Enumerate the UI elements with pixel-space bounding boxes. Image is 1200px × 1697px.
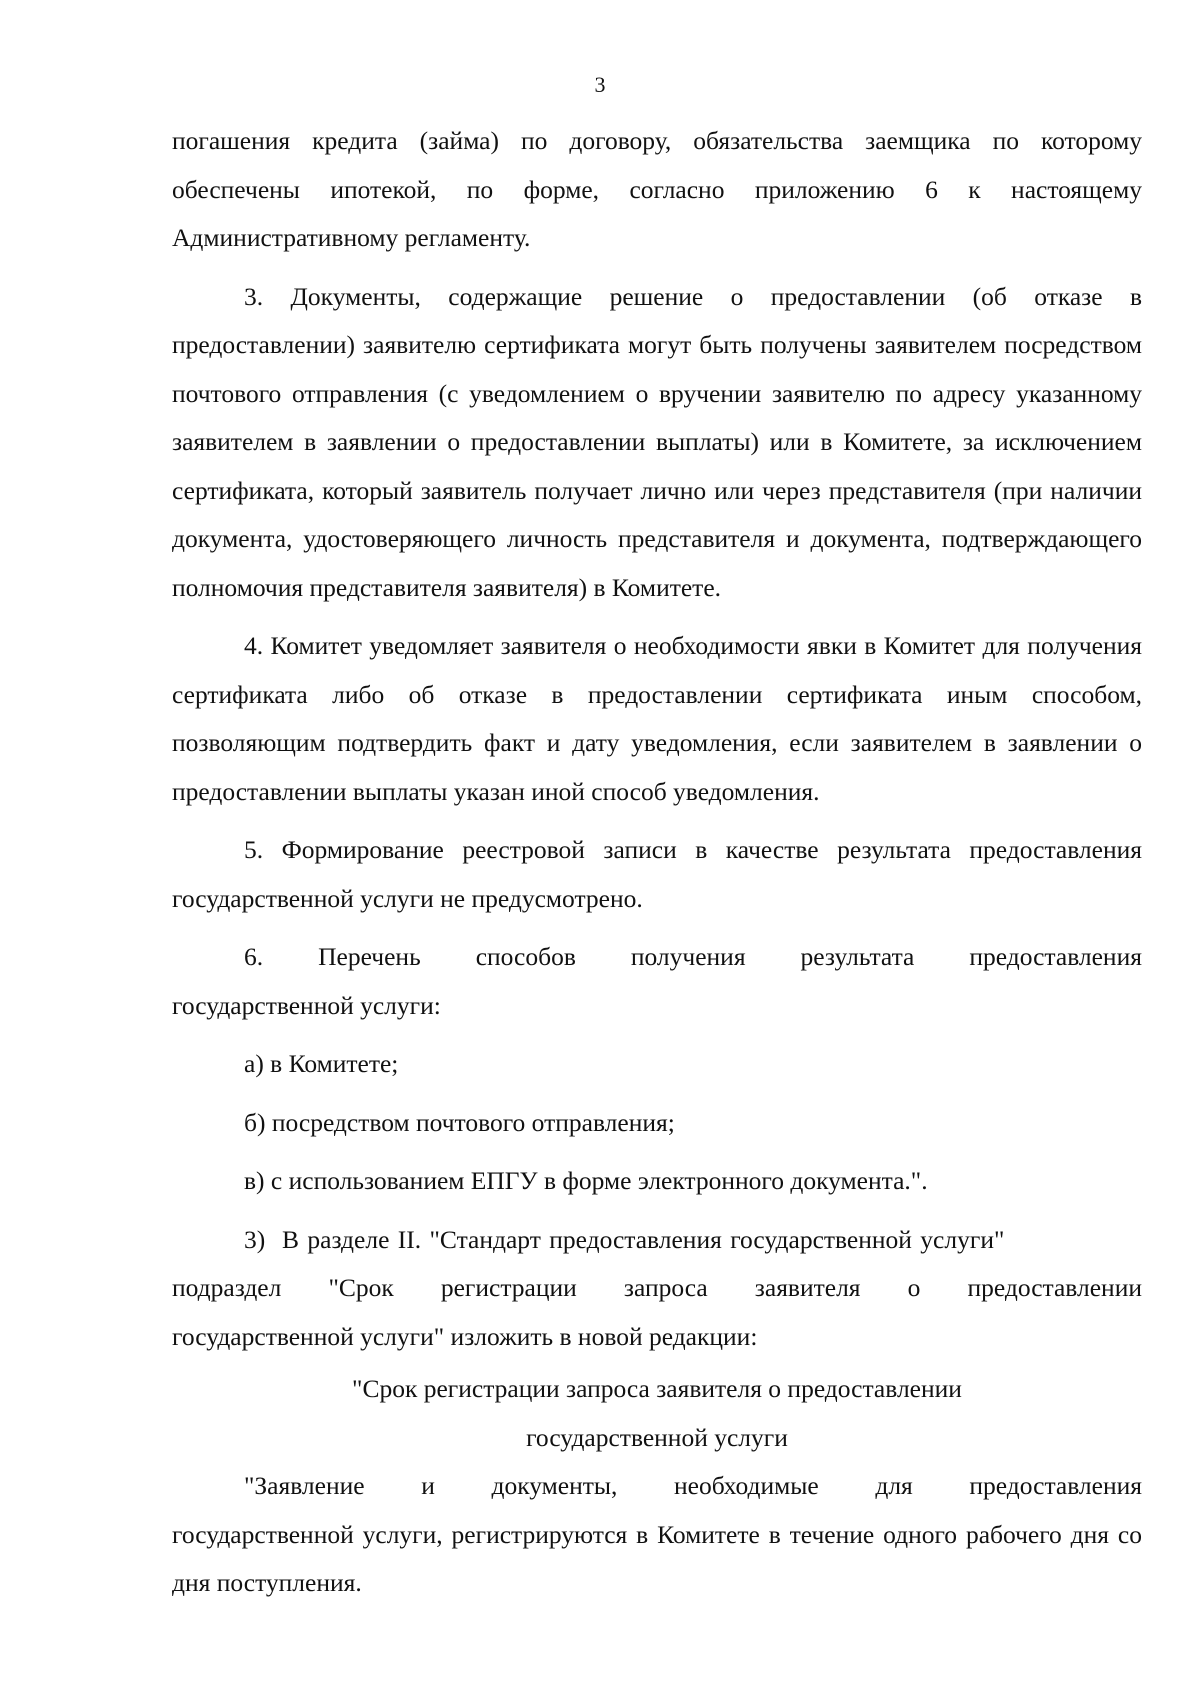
word: предоставления [969, 1471, 1142, 1500]
word: предоставлении [967, 1273, 1142, 1302]
subsection-heading-line1: "Срок регистрации запроса заявителя о предоставлении [352, 1374, 962, 1403]
paragraph-item-4: 4. Комитет уведомляет заявителя о необходимости явки в Комитет для получения сертификата либо об отказе в предоставлении сертификата иным способом, позволяющим подтвердить факт и дату уведомления, если заявителем в заявлении о предоставлении выплаты указан иной способ уведомления. [172, 631, 1142, 806]
paragraph-amendment-3 [172, 1216, 1142, 1362]
word: регистрации [440, 1273, 577, 1302]
paragraph-continuation: погашения кредита (займа) по договору, обязательства заемщика по которому обеспечены ипотекой, по форме, согласно приложению 6 к настоящему Административному регламенту. [172, 126, 1142, 252]
subsection-heading-line2: государственной услуги [526, 1422, 788, 1452]
paragraph-item-6-line1 [172, 933, 1142, 982]
word: получения [630, 942, 746, 971]
amendment-line1: 3) В разделе II. "Стандарт предоставления государственной услуги" [244, 1224, 1005, 1254]
list-item-b: б) посредством почтового отправления; [244, 1107, 675, 1137]
page-number: 3 [594, 72, 606, 97]
word: документы, [491, 1471, 618, 1500]
word: Перечень [318, 942, 421, 971]
word: "Заявление [244, 1471, 365, 1500]
paragraph-new-text [172, 1462, 1142, 1608]
paragraph-item-5: 5. Формирование реестровой записи в качестве результата предоставления государственной услуги не предусмотрено. [172, 835, 1142, 913]
word: "Срок [328, 1273, 394, 1302]
word: результата [800, 942, 915, 971]
word: способов [475, 942, 576, 971]
amendment-line2 [172, 1264, 1142, 1313]
word: 6. [244, 942, 264, 971]
paragraph-item-3: 3. Документы, содержащие решение о предоставлении (об отказе в предоставлении) заявителю сертификата могут быть получены заявителем посредством почтового отправления (с уведомлением о вручении заявителю по адресу указанному заявителем в заявлении о предоставлении выплаты) или в Комитете, за исключением сертификата, который заявитель получает лично или через представителя (при наличии документа, удостоверяющего личность представителя и документа, подтверждающего полномочия представителя заявителя) в Комитете. [172, 281, 1142, 602]
word: предоставления [969, 942, 1142, 971]
list-item-a: а) в Комитете; [244, 1049, 399, 1078]
document-body [172, 117, 1142, 1608]
word: необходимые [674, 1471, 819, 1500]
list-item-c: в) с использованием ЕПГУ в форме электронного документа.". [244, 1166, 928, 1195]
word: и [421, 1471, 435, 1500]
word: о [907, 1273, 921, 1302]
paragraph-item-6-line2: государственной услуги: [172, 990, 441, 1020]
word: запроса [623, 1273, 708, 1302]
word: для [875, 1471, 913, 1500]
new-text-rest: государственной услуги, регистрируются в Комитете в течение одного рабочего дня со дня поступления. [172, 1519, 1142, 1597]
word: подраздел [172, 1273, 282, 1302]
new-text-line1 [172, 1462, 1142, 1511]
word: заявителя [754, 1273, 861, 1302]
amendment-line3: государственной услуги" изложить в новой редакции: [172, 1321, 758, 1351]
paragraph-item-6 [172, 933, 1142, 1030]
